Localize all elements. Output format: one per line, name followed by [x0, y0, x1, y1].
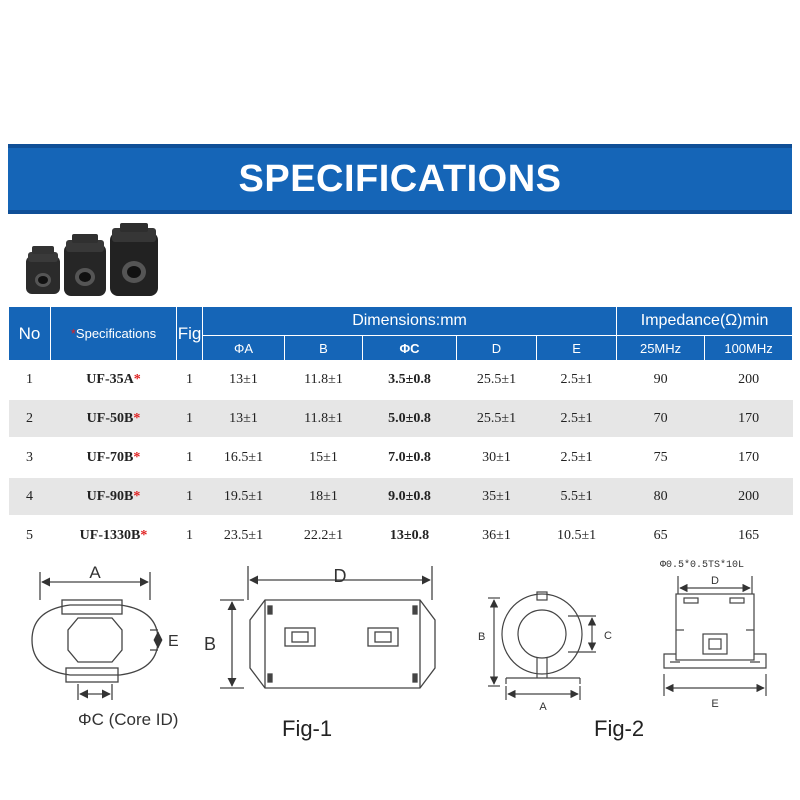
header-specifications — [51, 307, 177, 361]
table-row — [9, 438, 793, 477]
cell-model — [51, 361, 177, 400]
cell-fig: 1 — [177, 399, 203, 438]
cell-c: 9.0±0.8 — [363, 477, 457, 516]
cell-model — [51, 399, 177, 438]
fig1-side-view — [220, 566, 435, 688]
fig1-caption: Fig-1 — [282, 716, 333, 741]
cell-z25: 75 — [617, 438, 705, 477]
cell-b: 18±1 — [285, 477, 363, 516]
cell-fig: 1 — [177, 516, 203, 555]
cell-fig: 1 — [177, 361, 203, 400]
cell-d: 25.5±1 — [457, 361, 537, 400]
cell-no: 2 — [9, 399, 51, 438]
header-100mhz: 100MHz — [705, 336, 793, 361]
cell-e: 2.5±1 — [537, 438, 617, 477]
cell-d: 36±1 — [457, 516, 537, 555]
cell-no: 4 — [9, 477, 51, 516]
cell-d: 30±1 — [457, 438, 537, 477]
cell-z25: 80 — [617, 477, 705, 516]
specifications-banner — [8, 144, 792, 214]
model-name: UF-35A — [86, 371, 134, 387]
fig2-front-view — [664, 576, 766, 696]
dimension-diagrams — [0, 550, 800, 800]
cell-fig: 1 — [177, 438, 203, 477]
cell-z25: 90 — [617, 361, 705, 400]
fig2-end-view — [488, 592, 596, 700]
cell-c: 7.0±0.8 — [363, 438, 457, 477]
cell-c: 5.0±0.8 — [363, 399, 457, 438]
cell-z100: 170 — [705, 399, 793, 438]
fig2-note: Φ0.5*0.5TS*10L — [660, 560, 745, 571]
model-star: * — [133, 410, 141, 426]
cell-fig: 1 — [177, 477, 203, 516]
model-star: * — [140, 527, 148, 543]
cell-e: 10.5±1 — [537, 516, 617, 555]
header-phi-c: ΦC — [363, 336, 457, 361]
header-spec-label: Specifications — [75, 326, 157, 341]
model-name: UF-70B — [86, 449, 134, 465]
model-star: * — [133, 488, 141, 504]
model-name: UF-50B — [86, 410, 134, 426]
cell-z100: 165 — [705, 516, 793, 555]
fig2-label-a: A — [539, 701, 547, 713]
ferrite-cores-photo — [22, 222, 162, 302]
model-name: UF-1330B — [79, 527, 141, 543]
header-e: E — [537, 336, 617, 361]
header-dimensions: Dimensions:mm — [203, 307, 617, 336]
header-phi-a: ΦA — [203, 336, 285, 361]
cell-a: 13±1 — [203, 399, 285, 438]
fig1-label-b: B — [204, 634, 217, 654]
cell-b: 15±1 — [285, 438, 363, 477]
cell-e: 5.5±1 — [537, 477, 617, 516]
header-b: B — [285, 336, 363, 361]
cell-z100: 170 — [705, 438, 793, 477]
cell-b: 11.8±1 — [285, 361, 363, 400]
cell-model — [51, 438, 177, 477]
fig2-label-b: B — [478, 631, 486, 643]
header-d: D — [457, 336, 537, 361]
cell-z100: 200 — [705, 361, 793, 400]
cell-e: 2.5±1 — [537, 399, 617, 438]
fig2-label-c: C — [604, 630, 612, 642]
cell-b: 11.8±1 — [285, 399, 363, 438]
specifications-table — [8, 306, 793, 556]
cell-a: 19.5±1 — [203, 477, 285, 516]
cell-d: 25.5±1 — [457, 399, 537, 438]
cell-a: 13±1 — [203, 361, 285, 400]
fig2-label-d: D — [711, 575, 719, 587]
fig2-label-e: E — [711, 698, 719, 710]
cell-d: 35±1 — [457, 477, 537, 516]
header-25mhz: 25MHz — [617, 336, 705, 361]
cell-c: 3.5±0.8 — [363, 361, 457, 400]
cell-b: 22.2±1 — [285, 516, 363, 555]
banner-title: SPECIFICATIONS — [238, 157, 562, 200]
header-fig: Fig — [177, 307, 203, 361]
cell-e: 2.5±1 — [537, 361, 617, 400]
cell-model — [51, 477, 177, 516]
cell-c: 13±0.8 — [363, 516, 457, 555]
table-row — [9, 399, 793, 438]
fig1-end-view — [32, 572, 158, 700]
table-row — [9, 361, 793, 400]
fig1-label-a: A — [89, 563, 101, 582]
model-star: * — [133, 449, 141, 465]
cell-a: 16.5±1 — [203, 438, 285, 477]
table-row — [9, 477, 793, 516]
fig1-label-e: E — [168, 633, 179, 650]
header-no: No — [9, 307, 51, 361]
fig2-caption: Fig-2 — [594, 716, 645, 741]
cell-no: 3 — [9, 438, 51, 477]
cell-no: 5 — [9, 516, 51, 555]
cell-z25: 65 — [617, 516, 705, 555]
cell-a: 23.5±1 — [203, 516, 285, 555]
cell-z100: 200 — [705, 477, 793, 516]
model-star: * — [133, 371, 141, 387]
cell-no: 1 — [9, 361, 51, 400]
fig1-label-d: D — [333, 566, 347, 586]
model-name: UF-90B — [86, 488, 134, 504]
core-id-label: ΦC (Core ID) — [78, 710, 179, 729]
header-impedance: Impedance(Ω)min — [617, 307, 793, 336]
header-spec-star: * — [70, 326, 76, 341]
cell-z25: 70 — [617, 399, 705, 438]
